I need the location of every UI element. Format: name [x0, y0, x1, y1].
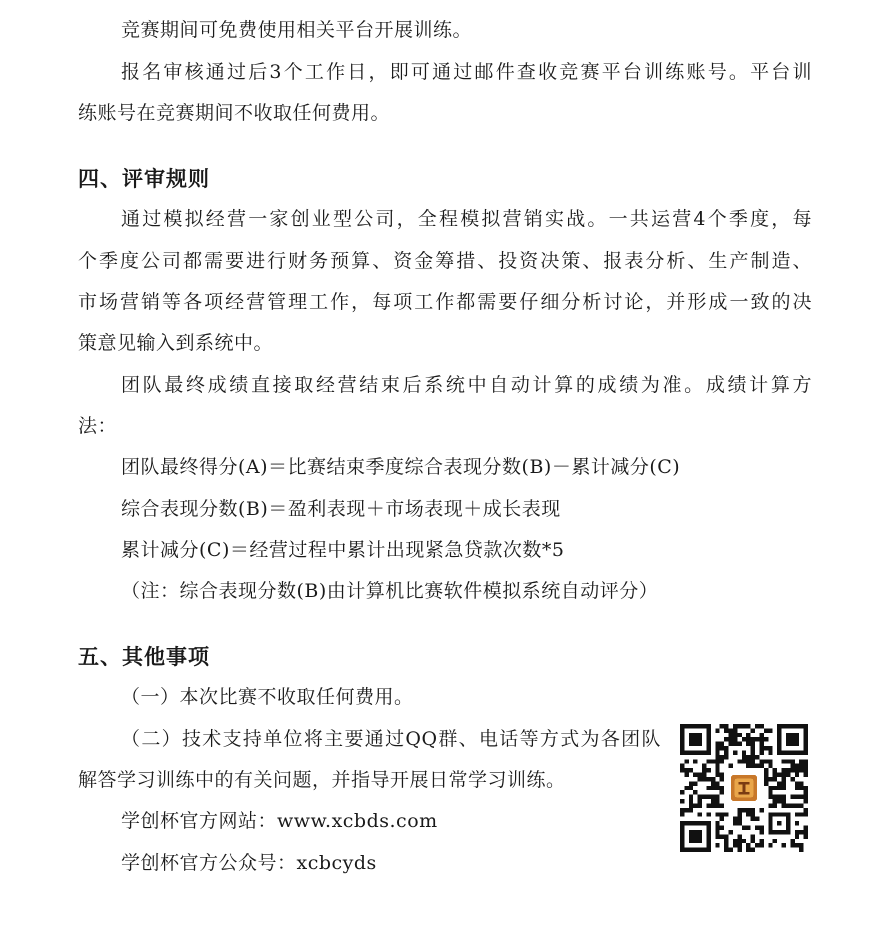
section-heading-other-matters: 五、其他事项 — [78, 645, 210, 669]
official-wechat-account: 学创杯官方公众号：xcbcyds — [121, 852, 377, 874]
list-item-support-line1: （二）技术支持单位将主要通过QQ群、电话等方式为各团队 — [121, 728, 661, 750]
note-auto-scoring: （注：综合表现分数(B)由计算机比赛软件模拟系统自动评分） — [121, 580, 659, 602]
section-heading-review-rules: 四、评审规则 — [78, 167, 210, 191]
paragraph-rules-line3: 市场营销等各项经营管理工作，每项工作都需要仔细分析讨论，并形成一致的决 — [78, 291, 812, 313]
formula-deduction: 累计减分(C)＝经营过程中累计出现紧急贷款次数*5 — [121, 539, 565, 561]
paragraph-account-line2: 练账号在竞赛期间不收取任何费用。 — [78, 102, 391, 124]
formula-performance-score: 综合表现分数(B)＝盈利表现＋市场表现＋成长表现 — [121, 498, 561, 520]
list-item-no-fee: （一）本次比赛不收取任何费用。 — [121, 686, 414, 708]
official-website: 学创杯官方网站：www.xcbds.com — [121, 810, 438, 832]
paragraph-rules-line2: 个季度公司都需要进行财务预算、资金筹措、投资决策、报表分析、生产制造、 — [78, 250, 812, 272]
paragraph-rules-line4: 策意见输入到系统中。 — [78, 332, 274, 354]
paragraph-score-line2: 法： — [78, 415, 118, 437]
formula-final-score: 团队最终得分(A)＝比赛结束季度综合表现分数(B)－累计减分(C) — [121, 456, 681, 478]
paragraph-rules-line1: 通过模拟经营一家创业型公司，全程模拟营销实战。一共运营4个季度，每 — [121, 208, 812, 230]
paragraph-free-platform: 竞赛期间可免费使用相关平台开展训练。 — [121, 19, 473, 41]
qr-code-icon — [680, 724, 808, 852]
list-item-support-line2: 解答学习训练中的有关问题，并指导开展日常学习训练。 — [78, 769, 566, 791]
paragraph-score-line1: 团队最终成绩直接取经营结束后系统中自动计算的成绩为准。成绩计算方 — [121, 374, 812, 396]
paragraph-account-line1: 报名审核通过后3个工作日，即可通过邮件查收竞赛平台训练账号。平台训 — [121, 61, 812, 83]
